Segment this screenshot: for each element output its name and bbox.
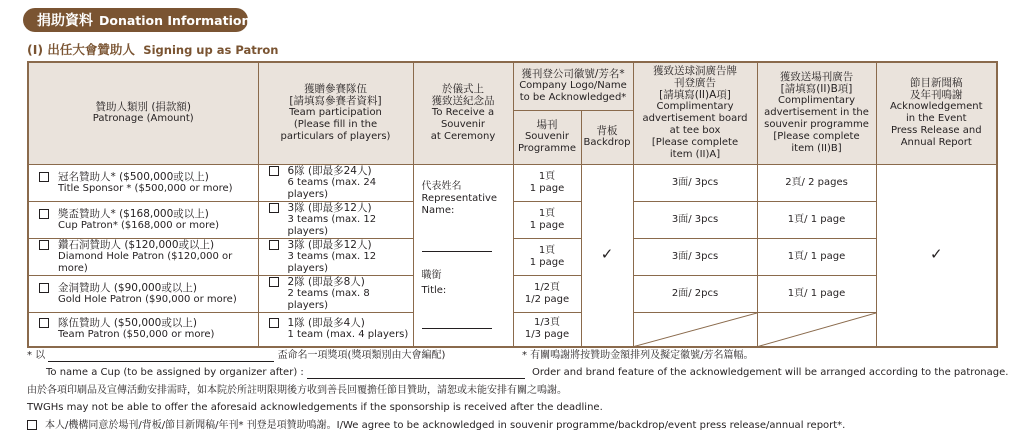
header-team <box>258 62 413 164</box>
header-souvenir-zh1: 於儀式上 <box>442 83 484 96</box>
rep-name-en2: Name: <box>421 204 455 216</box>
backdrop-check-icon: ✓ <box>600 244 614 263</box>
patronage-zh: 金洞贊助人 ($90,000或以上) <box>58 281 197 294</box>
rep-title-zh: 職銜 <box>421 269 442 281</box>
teebox-cell: 2面/ 2pcs <box>633 275 757 312</box>
header-patronage-en: Patronage (Amount) <box>92 113 194 125</box>
header-teebox-en5: item (II)A] <box>669 149 721 161</box>
agreement-text: 本人/機構同意於場刊/背板/節目新聞稿/年刊* 刊登是項贊助鳴謝。I/We agree to be acknowledged in souvenir programme/backdrop/event press release/annual report*. <box>45 420 846 431</box>
team-cell <box>258 238 413 275</box>
cup-name-field[interactable] <box>48 350 274 362</box>
header-team-zh1: 獲贈參賽隊伍 <box>304 83 367 96</box>
subtitle-en: Signing up as Patron <box>143 43 279 57</box>
ack-cell <box>876 164 997 347</box>
patronage-en: Cup Patron* ($168,000 or more) <box>58 219 220 231</box>
header-ad-zh2: [請填寫(II)B項] <box>780 83 853 96</box>
sp-en: 1 page <box>529 256 565 268</box>
header-teebox-en4: [Please complete <box>651 137 739 149</box>
header-patronage-zh: 贊助人類別 (捐款額) <box>95 101 192 114</box>
sp-zh: 1頁 <box>538 170 556 182</box>
subtitle-zh: (I) 出任大會贊助人 <box>27 42 135 57</box>
header-ad <box>757 62 876 164</box>
cup-name-note <box>27 350 445 362</box>
header-souvenir-programme <box>513 110 581 164</box>
header-ad-en2: advertisement in the <box>764 107 869 119</box>
sp-zh: 1頁 <box>538 207 556 219</box>
sp-zh: 1/2頁 <box>533 281 561 293</box>
team-zh: 6隊 (即最多24人) <box>287 164 372 177</box>
patronage-cell <box>28 275 258 312</box>
header-ad-en5: item (II)B] <box>791 143 842 155</box>
cup-name-field-en[interactable] <box>307 367 525 379</box>
header-patronage <box>28 62 258 164</box>
header-ad-en1: Complimentary <box>777 95 856 107</box>
team-en: 1 team (max. 4 players) <box>287 329 409 341</box>
cup-note-prefix: * 以 <box>27 350 46 361</box>
sp-en: 1/3 page <box>524 329 570 341</box>
header-souvenir-en3: at Ceremony <box>430 131 496 143</box>
rep-name-en1: Representative <box>421 192 498 204</box>
patronage-checkbox-diamond[interactable] <box>39 240 49 250</box>
souvenir-programme-cell <box>513 312 581 347</box>
cup-note-en: To name a Cup (to be assigned by organizer after) : <box>46 367 304 378</box>
team-en: 3 teams (max. 12 players) <box>287 250 377 274</box>
rep-name-field[interactable] <box>422 251 492 252</box>
patronage-cell <box>28 164 258 201</box>
cup-name-note-en <box>46 367 525 379</box>
deadline-note-zh: 由於各項印刷品及宣傳活動安排需時，如本院於所註明限期後方收到善長回覆擔任節目贊助，請恕或未能安排有關之鳴謝。 <box>27 385 567 396</box>
header-souvenir <box>413 62 513 164</box>
team-en: 2 teams (max. 8 players) <box>287 287 370 311</box>
header-ack <box>876 62 997 164</box>
header-souvenir-en2: Souvenir <box>440 119 486 131</box>
header-ack-zh1: 節目新聞稿 <box>910 77 963 90</box>
agreement-checkbox[interactable] <box>27 420 37 430</box>
team-cell <box>258 312 413 347</box>
section-banner <box>23 8 251 32</box>
team-zh: 1隊 (即最多4人) <box>287 317 365 330</box>
patronage-checkbox-team[interactable] <box>39 318 49 328</box>
souvenir-programme-cell <box>513 164 581 201</box>
souvenir-programme-cell <box>513 275 581 312</box>
ad-cell: 1頁/ 1 page <box>757 275 876 312</box>
section-subtitle <box>27 40 278 58</box>
header-ack-en1: Acknowledgement <box>890 101 983 113</box>
header-souvenir-en1: To Receive a <box>431 107 495 119</box>
header-sp-en2: Programme <box>517 143 577 154</box>
header-team-en3: particulars of players) <box>280 131 391 143</box>
team-cell <box>258 275 413 312</box>
header-teebox-zh3: [請填寫(II)A項] <box>659 89 731 102</box>
header-ack-en3: Press Release and <box>890 125 982 137</box>
team-checkbox-title[interactable] <box>269 166 279 176</box>
header-ad-zh1: 獲致送場刊廣告 <box>779 71 854 84</box>
team-checkbox-team[interactable] <box>269 318 279 328</box>
team-checkbox-gold[interactable] <box>269 277 279 287</box>
header-backdrop <box>581 110 633 164</box>
patronage-en: Title Sponsor * ($500,000 or more) <box>58 182 233 194</box>
sp-zh: 1頁 <box>538 244 556 256</box>
patronage-zh: 隊伍贊助人 ($50,000或以上) <box>58 317 197 330</box>
backdrop-cell <box>581 164 633 347</box>
agreement-row <box>27 420 845 432</box>
header-ack-en4: Annual Report <box>900 137 972 149</box>
banner-zh: 捐助資料 <box>37 13 93 29</box>
patronage-zh: 冠名贊助人* ($500,000或以上) <box>58 170 209 183</box>
ad-cell: 1頁/ 1 page <box>757 238 876 275</box>
header-logo-zh: 獲刊登公司徽號/芳名* <box>521 68 625 81</box>
sp-en: 1/2 page <box>524 293 570 305</box>
header-teebox-zh1: 獲致送球洞廣告牌 <box>653 65 738 78</box>
patronage-zh: 鑽石洞贊助人 ($120,000或以上) <box>58 238 215 251</box>
header-souvenir-zh2: 獲致送紀念品 <box>431 95 495 108</box>
header-logo-en2: to be Acknowledged* <box>519 92 627 104</box>
diagonal-strike-icon <box>758 313 876 347</box>
patronage-checkbox-gold[interactable] <box>39 283 49 293</box>
patronage-en: Gold Hole Patron ($90,000 or more) <box>58 293 237 305</box>
team-en: 3 teams (max. 12 players) <box>287 213 377 237</box>
banner-en: Donation Information <box>99 12 251 28</box>
rep-title-field[interactable] <box>422 328 492 329</box>
header-ack-zh2: 及年刊鳴謝 <box>910 89 963 102</box>
team-checkbox-cup[interactable] <box>269 203 279 213</box>
header-bd-en: Backdrop <box>583 137 631 148</box>
sp-en: 1 page <box>529 219 565 231</box>
patronage-checkbox-title[interactable] <box>39 172 49 182</box>
header-logo <box>513 62 633 110</box>
header-teebox-en2: advertisement board <box>642 113 748 125</box>
header-sp-en1: Souvenir <box>524 131 570 142</box>
patron-table <box>27 61 998 348</box>
patronage-en: Diamond Hole Patron ($120,000 or more) <box>58 250 233 274</box>
header-ad-en3: souvenir programme <box>764 119 869 131</box>
souvenir-programme-cell <box>513 238 581 275</box>
ack-check-icon: ✓ <box>929 244 943 263</box>
teebox-cell: 3面/ 3pcs <box>633 201 757 238</box>
patronage-checkbox-cup[interactable] <box>39 209 49 219</box>
patronage-zh: 獎盃贊助人* ($168,000或以上) <box>58 207 209 220</box>
cup-note-zh: 盃命名一項獎項(獎項類別由大會編配) <box>277 350 446 361</box>
header-ad-en4: [Please complete <box>773 131 860 143</box>
teebox-cell-na <box>633 312 757 347</box>
header-teebox-en3: at tee box <box>669 125 721 137</box>
sp-en: 1 page <box>529 182 565 194</box>
patronage-en: Team Patron ($50,000 or more) <box>58 329 215 341</box>
header-teebox-en1: Complimentary <box>656 101 734 113</box>
team-checkbox-diamond[interactable] <box>269 240 279 250</box>
ad-cell: 1頁/ 1 page <box>757 201 876 238</box>
souvenir-programme-cell <box>513 201 581 238</box>
team-cell <box>258 201 413 238</box>
rep-name-zh: 代表姓名 <box>421 180 462 192</box>
team-zh: 2隊 (即最多8人) <box>287 275 365 288</box>
header-sp-zh: 場刊 <box>536 119 558 131</box>
ceremony-cell <box>413 164 513 347</box>
table-row <box>28 164 997 201</box>
teebox-cell: 3面/ 3pcs <box>633 238 757 275</box>
rep-title-en: Title: <box>421 284 447 296</box>
diagonal-strike-icon <box>634 313 757 347</box>
order-note-zh: * 有關鳴謝將按贊助金額排列及擬定徽號/芳名篇幅。 <box>522 350 754 361</box>
patronage-cell <box>28 201 258 238</box>
ad-cell: 2頁/ 2 pages <box>757 164 876 201</box>
header-logo-en1: Company Logo/Name <box>519 80 627 92</box>
header-team-en1: Team participation <box>289 107 382 119</box>
teebox-cell: 3面/ 3pcs <box>633 164 757 201</box>
team-zh: 3隊 (即最多12人) <box>287 238 372 251</box>
team-zh: 3隊 (即最多12人) <box>287 201 372 214</box>
header-bd-zh: 背板 <box>596 125 618 137</box>
header-team-en2: (Please fill in the <box>293 119 378 131</box>
header-teebox-zh2: 刊登廣告 <box>674 77 717 90</box>
header-team-zh2: [請填寫參賽者資料] <box>289 95 382 108</box>
patronage-cell <box>28 238 258 275</box>
deadline-note-en: TWGHs may not be able to offer the aforesaid acknowledgements if the sponsorship is received after the deadline. <box>27 402 603 413</box>
order-note-en: Order and brand feature of the acknowledgement will be arranged according to the patronage. <box>532 367 1009 378</box>
team-en: 6 teams (max. 24 players) <box>287 176 377 200</box>
header-teebox <box>633 62 757 164</box>
sp-zh: 1/3頁 <box>533 317 561 329</box>
team-cell <box>258 164 413 201</box>
header-ack-en2: in the Event <box>905 113 967 125</box>
patronage-cell <box>28 312 258 347</box>
ad-cell-na <box>757 312 876 347</box>
